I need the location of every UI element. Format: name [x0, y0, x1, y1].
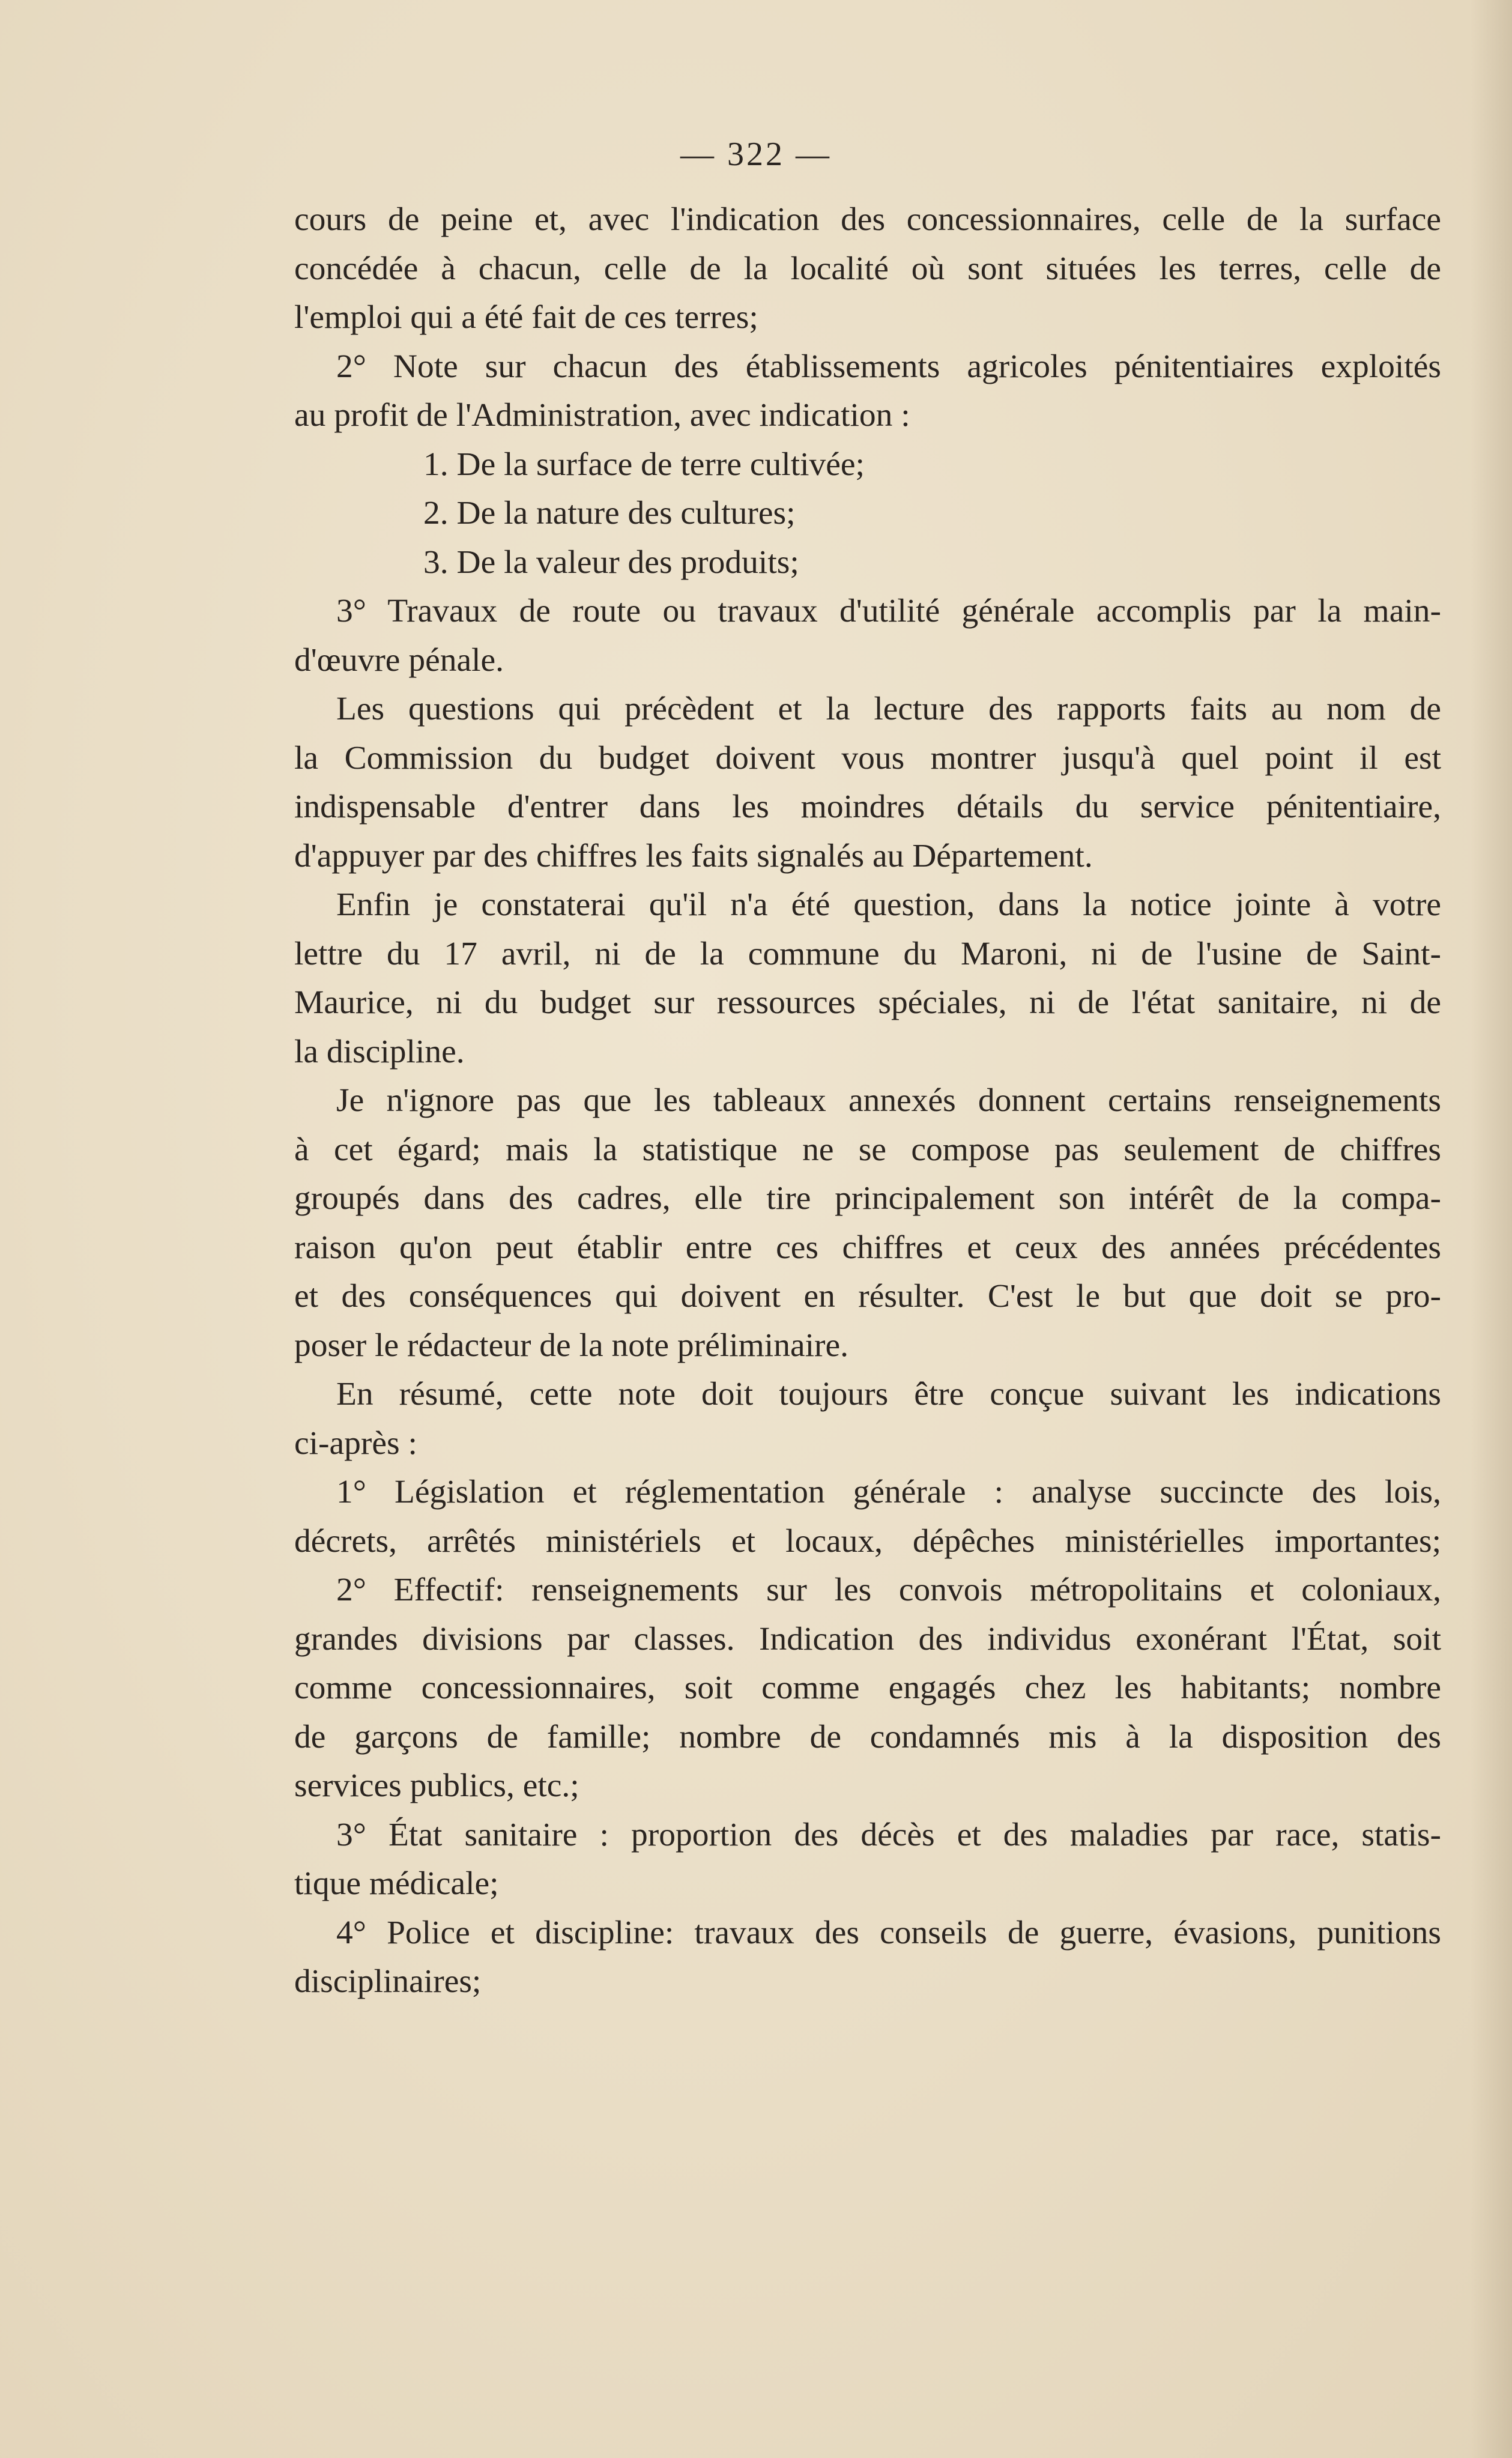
text-line: Enfin je constaterai qu'il n'a été question, dans la notice jointe à votre — [336, 886, 1441, 923]
text-line: Maurice, ni du budget sur ressources spéciales, ni de l'état sanitaire, ni de — [294, 984, 1441, 1021]
text-line: 2° Effectif: renseignements sur les convois métropolitains et coloniaux, — [336, 1572, 1441, 1608]
text-line: 3. De la valeur des produits; — [423, 543, 799, 581]
text-line: 3° État sanitaire : proportion des décès et des maladies par race, statis- — [336, 1816, 1441, 1853]
text-line: à cet égard; mais la statistique ne se compose pas seulement de chiffres — [294, 1131, 1441, 1168]
text-line: 2° Note sur chacun des établissements agricoles pénitentiaires exploités — [336, 348, 1441, 385]
text-line: comme concessionnaires, soit comme engagés chez les habitants; nombre — [294, 1669, 1441, 1706]
text-line: lettre du 17 avril, ni de la commune du Maroni, ni de l'usine de Saint- — [294, 935, 1441, 972]
text-line: 3° Travaux de route ou travaux d'utilité générale accomplis par la main- — [336, 593, 1441, 629]
text-line: raison qu'on peut établir entre ces chiffres et ceux des années précédentes — [294, 1229, 1441, 1266]
text-line: 2. De la nature des cultures; — [423, 495, 796, 531]
text-line: cours de peine et, avec l'indication des concessionnaires, celle de la surface — [294, 201, 1441, 238]
text-line: et des conséquences qui doivent en résulter. C'est le but que doit se pro- — [294, 1278, 1441, 1315]
text-line: disciplinaires; — [294, 1963, 482, 2000]
text-line: l'emploi qui a été fait de ces terres; — [294, 299, 758, 336]
text-line: groupés dans des cadres, elle tire principalement son intérêt de la compa- — [294, 1180, 1441, 1217]
text-line: 1. De la surface de terre cultivée; — [423, 446, 865, 483]
text-line: Les questions qui précèdent et la lecture des rapports faits au nom de — [336, 691, 1441, 727]
text-line: d'appuyer par des chiffres les faits signalés au Département. — [294, 837, 1093, 874]
text-line: indispensable d'entrer dans les moindres détails du service pénitentiaire, — [294, 789, 1441, 825]
body-text — [294, 195, 1441, 2006]
text-line: la Commission du budget doivent vous montrer jusqu'à quel point il est — [294, 739, 1441, 776]
text-line: ci-après : — [294, 1424, 417, 1462]
text-line: au profit de l'Administration, avec indication : — [294, 397, 910, 434]
text-line: 4° Police et discipline: travaux des conseils de guerre, évasions, punitions — [336, 1914, 1441, 1951]
page-gutter-shadow — [1470, 0, 1512, 2458]
text-line: tique médicale; — [294, 1865, 499, 1902]
text-line: En résumé, cette note doit toujours être conçue suivant les indications — [336, 1376, 1441, 1412]
text-line: d'œuvre pénale. — [294, 641, 504, 679]
text-line: Je n'ignore pas que les tableaux annexés donnent certains renseignements — [336, 1082, 1441, 1119]
text-line: concédée à chacun, celle de la localité où sont situées les terres, celle de — [294, 250, 1441, 287]
page-number: — 322 — — [680, 136, 832, 173]
text-line: de garçons de famille; nombre de condamnés mis à la disposition des — [294, 1718, 1441, 1755]
text-line: décrets, arrêtés ministériels et locaux, dépêches ministérielles importantes; — [294, 1522, 1441, 1560]
text-line: poser le rédacteur de la note préliminaire. — [294, 1327, 849, 1364]
text-line: grandes divisions par classes. Indication des individus exonérant l'État, soit — [294, 1620, 1441, 1657]
text-line: la discipline. — [294, 1033, 465, 1070]
text-line: 1° Législation et réglementation générale : analyse succincte des lois, — [336, 1474, 1441, 1510]
text-line: services publics, etc.; — [294, 1767, 579, 1804]
